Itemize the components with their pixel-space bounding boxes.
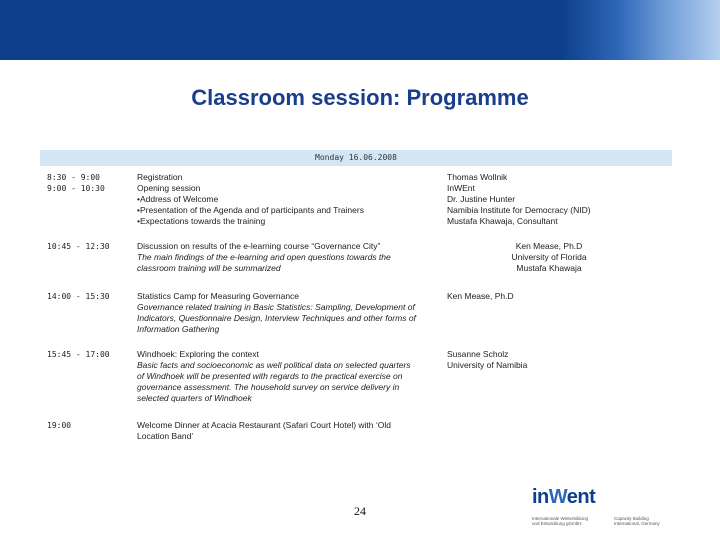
speaker-line: University of Florida: [511, 252, 587, 262]
schedule-time: [47, 291, 127, 302]
inwent-logo: [528, 486, 688, 530]
logo-mark: W: [548, 486, 567, 508]
speaker-line: Susanne Scholz: [447, 349, 509, 359]
description-line: Basic facts and socioeconomic as well political data on selected quarters: [137, 360, 411, 370]
time-line: 8:30 - 9:00: [47, 173, 100, 182]
schedule-speakers: [447, 291, 647, 302]
speaker-line: InWEnt: [447, 183, 475, 193]
page-number: 24: [354, 504, 366, 518]
description-line: Governance related training in Basic Statistics: Sampling, Development of: [137, 302, 415, 312]
schedule-time: [47, 172, 127, 194]
schedule-description: [137, 172, 437, 227]
slide-title: Classroom session: Programme: [191, 85, 529, 110]
schedule-speakers: [459, 241, 639, 274]
schedule-time: [47, 241, 127, 252]
description-line: Windhoek: Exploring the context: [137, 349, 259, 359]
description-line: classroom training will be summarized: [137, 263, 281, 273]
time-line: 10:45 - 12:30: [47, 242, 110, 251]
logo-tagline-line: Internationale Weiterbildung: [532, 516, 588, 521]
day-header: Monday 16.06.2008: [40, 150, 672, 166]
description-line: •Address of Welcome: [137, 194, 219, 204]
description-line: Location Band’: [137, 431, 194, 441]
speaker-line: Mustafa Khawaja, Consultant: [447, 216, 558, 226]
top-banner: [0, 0, 720, 60]
time-line: 15:45 - 17:00: [47, 350, 110, 359]
schedule-time: [47, 420, 127, 431]
speaker-line: Mustafa Khawaja: [516, 263, 582, 273]
logo-prefix: in: [532, 486, 549, 508]
description-line: Registration: [137, 172, 183, 182]
logo-tagline-line: Capacity Building: [614, 516, 649, 521]
description-line: of Windhoek will be presented with regards to the practical exercise on: [137, 371, 403, 381]
logo-tagline-right: [614, 516, 684, 526]
logo-tagline-left: [532, 516, 602, 526]
speaker-line: University of Namibia: [447, 360, 528, 370]
description-line: Statistics Camp for Measuring Governance: [137, 291, 300, 301]
speaker-line: Dr. Justine Hunter: [447, 194, 516, 204]
description-line: •Expectations towards the training: [137, 216, 266, 226]
description-line: Information Gathering: [137, 324, 220, 334]
description-line: selected quarters of Windhoek: [137, 393, 252, 403]
logo-tagline-line: und Entwicklung gGmbH: [532, 521, 582, 526]
speaker-line: Ken Mease, Ph.D: [447, 291, 514, 301]
logo-suffix: ent: [566, 486, 596, 508]
logo-tagline-line: International, Germany: [614, 521, 660, 526]
description-line: governance assessment. The household survey on service delivery in: [137, 382, 400, 392]
description-line: •Presentation of the Agenda and of participants and Trainers: [137, 205, 364, 215]
description-line: Welcome Dinner at Acacia Restaurant (Safari Court Hotel) with ‘Old: [137, 420, 391, 430]
time-line: 9:00 - 10:30: [47, 184, 105, 193]
description-line: The main findings of the e-learning and open questions towards the: [137, 252, 391, 262]
description-line: Indicators, Questionnaire Design, Interview Techniques and other forms of: [137, 313, 416, 323]
time-line: 19:00: [47, 421, 72, 430]
schedule-description: [137, 420, 437, 442]
description-line: Opening session: [137, 183, 201, 193]
schedule-description: [137, 349, 437, 404]
description-line: Discussion on results of the e-learning course “Governance City”: [137, 241, 381, 251]
speaker-line: Namibia Institute for Democracy (NID): [447, 205, 591, 215]
schedule-description: [137, 291, 437, 335]
schedule-description: [137, 241, 437, 274]
logo-wordmark: [532, 486, 595, 509]
schedule-speakers: [447, 172, 647, 227]
schedule-speakers: [447, 349, 647, 371]
schedule-time: [47, 349, 127, 360]
speaker-line: Thomas Wollnik: [447, 172, 508, 182]
top-banner-gradient: [0, 0, 720, 60]
time-line: 14:00 - 15:30: [47, 292, 110, 301]
speaker-line: Ken Mease, Ph.D: [515, 241, 583, 251]
